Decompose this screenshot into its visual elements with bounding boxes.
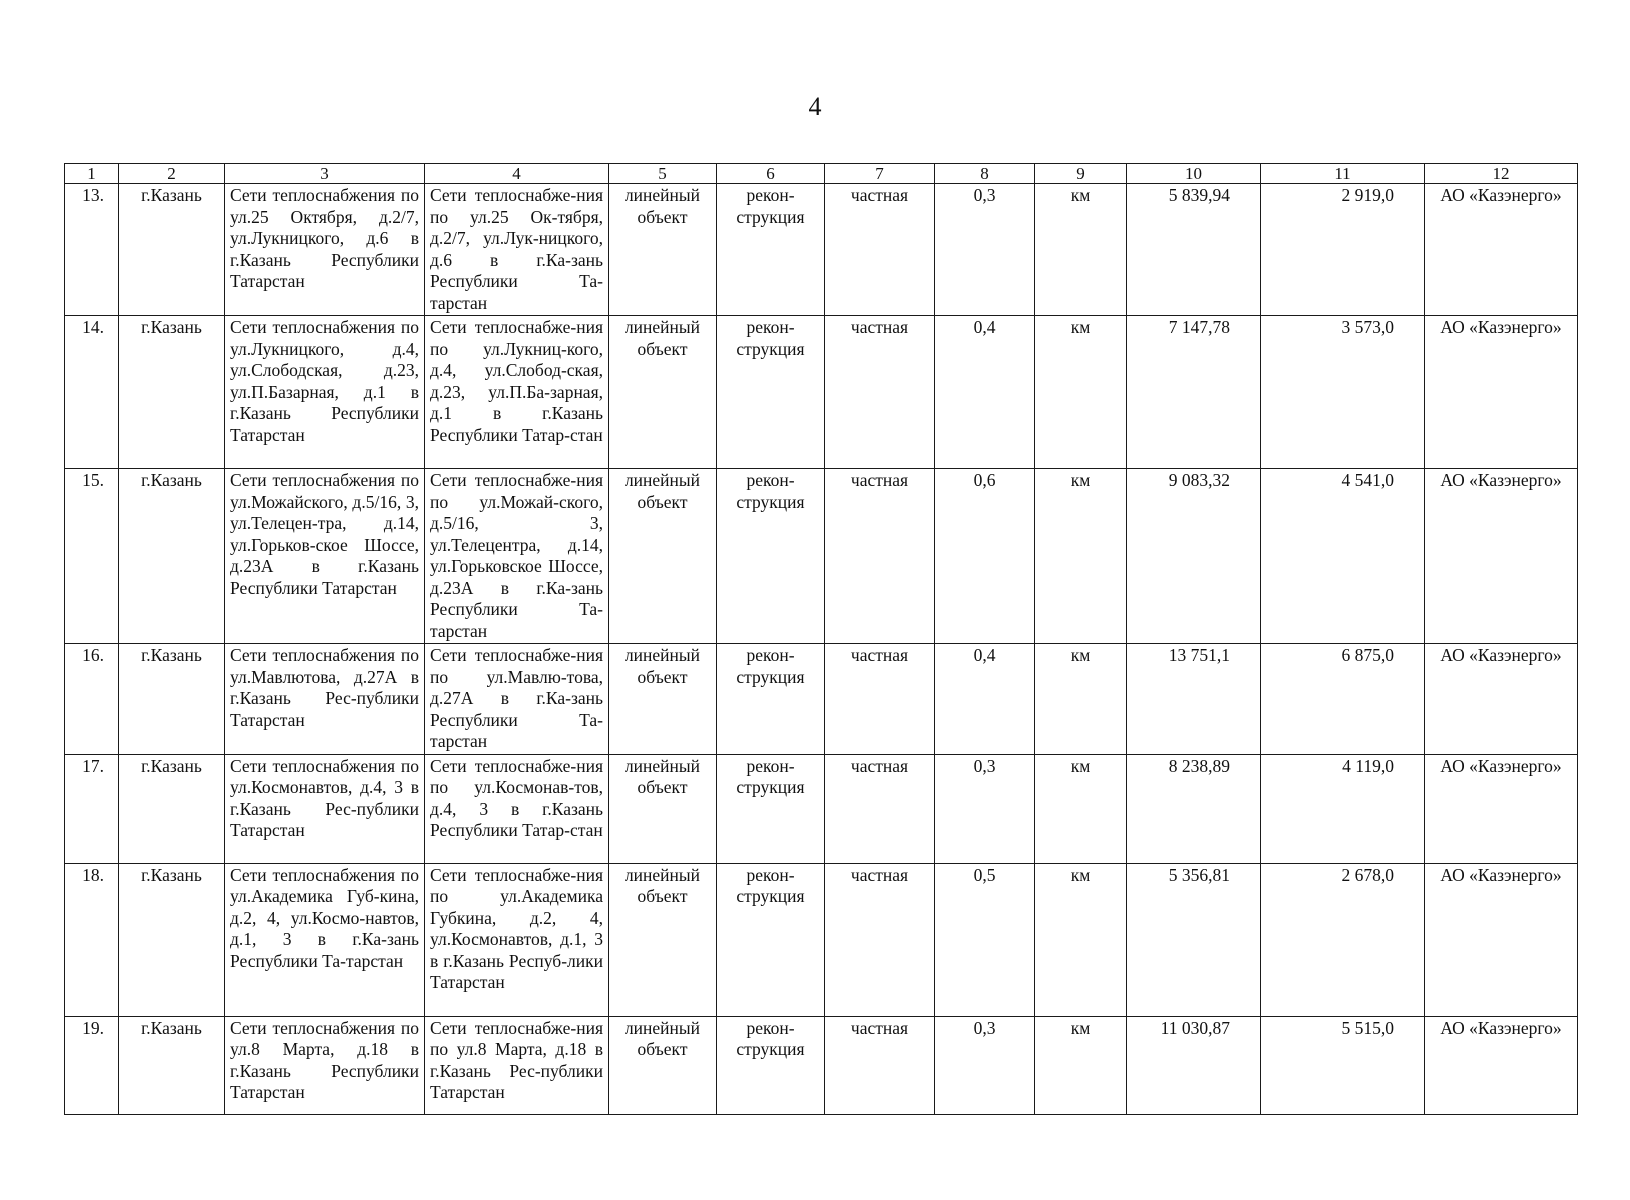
owner-cell: АО «Казэнерго» [1425, 1016, 1578, 1114]
page-number: 4 [808, 92, 822, 121]
row-number: 16. [65, 644, 119, 755]
row-number: 17. [65, 754, 119, 863]
row-number: 18. [65, 863, 119, 1016]
work-type-cell: рекон-струкция [717, 184, 825, 316]
length-cell: 0,3 [935, 1016, 1035, 1114]
city-cell: г.Казань [119, 184, 225, 316]
table-row [65, 316, 1578, 469]
owner-cell: АО «Казэнерго» [1425, 754, 1578, 863]
ownership-cell: частная [825, 754, 935, 863]
object-name-cell: Сети теплоснабжения по ул.Лукницкого, д.4, ул.Слободская, д.23, ул.П.Базарная, д.1 в г.Казань Республики Татарстан [225, 316, 425, 469]
unit-cell: км [1035, 184, 1127, 316]
share-cell: 4 119,0 [1261, 754, 1425, 863]
work-type-cell: рекон-струкция [717, 754, 825, 863]
object-name-cell: Сети теплоснабжения по ул.8 Марта, д.18 в г.Казань Республики Татарстан [225, 1016, 425, 1114]
table-row [65, 863, 1578, 1016]
cost-cell: 7 147,78 [1127, 316, 1261, 469]
projects-table [64, 163, 1578, 1115]
cost-cell: 8 238,89 [1127, 754, 1261, 863]
column-header: 4 [425, 164, 609, 184]
unit-cell: км [1035, 754, 1127, 863]
object-name-cell: Сети теплоснабжения по ул.Космонавтов, д.4, 3 в г.Казань Рес-публики Татарстан [225, 754, 425, 863]
column-header: 5 [609, 164, 717, 184]
object-description-cell: Сети теплоснабже-ния по ул.Можай-ского, д.5/16, 3, ул.Телецентра, д.14, ул.Горьковское Шоссе, д.23А в г.Ка-зань Республики Та-тарстан [425, 469, 609, 644]
city-cell: г.Казань [119, 469, 225, 644]
length-cell: 0,5 [935, 863, 1035, 1016]
object-name-cell: Сети теплоснабжения по ул.Мавлютова, д.27А в г.Казань Рес-публики Татарстан [225, 644, 425, 755]
object-description-cell: Сети теплоснабже-ния по ул.Академика Губкина, д.2, 4, ул.Космонавтов, д.1, 3 в г.Казань Респуб-лики Татарстан [425, 863, 609, 1016]
object-type-cell: линейный объект [609, 184, 717, 316]
unit-cell: км [1035, 863, 1127, 1016]
ownership-cell: частная [825, 469, 935, 644]
column-header: 1 [65, 164, 119, 184]
column-header: 10 [1127, 164, 1261, 184]
city-cell: г.Казань [119, 644, 225, 755]
unit-cell: км [1035, 469, 1127, 644]
row-number: 19. [65, 1016, 119, 1114]
column-header: 8 [935, 164, 1035, 184]
cost-cell: 11 030,87 [1127, 1016, 1261, 1114]
object-name-cell: Сети теплоснабжения по ул.Академика Губ-кина, д.2, 4, ул.Космо-навтов, д.1, 3 в г.Ка-зань Республики Та-тарстан [225, 863, 425, 1016]
column-header: 12 [1425, 164, 1578, 184]
city-cell: г.Казань [119, 863, 225, 1016]
ownership-cell: частная [825, 1016, 935, 1114]
column-header: 11 [1261, 164, 1425, 184]
object-type-cell: линейный объект [609, 754, 717, 863]
object-description-cell: Сети теплоснабже-ния по ул.Космонав-тов, д.4, 3 в г.Казань Республики Татар-стан [425, 754, 609, 863]
table-row [65, 184, 1578, 316]
length-cell: 0,4 [935, 644, 1035, 755]
cost-cell: 9 083,32 [1127, 469, 1261, 644]
header-row [65, 164, 1578, 184]
city-cell: г.Казань [119, 754, 225, 863]
share-cell: 5 515,0 [1261, 1016, 1425, 1114]
share-cell: 3 573,0 [1261, 316, 1425, 469]
length-cell: 0,3 [935, 184, 1035, 316]
object-description-cell: Сети теплоснабже-ния по ул.8 Марта, д.18 в г.Казань Рес-публики Татарстан [425, 1016, 609, 1114]
owner-cell: АО «Казэнерго» [1425, 316, 1578, 469]
column-header: 7 [825, 164, 935, 184]
table-row [65, 644, 1578, 755]
city-cell: г.Казань [119, 316, 225, 469]
cost-cell: 5 356,81 [1127, 863, 1261, 1016]
object-name-cell: Сети теплоснабжения по ул.Можайского, д.5/16, 3, ул.Телецен-тра, д.14, ул.Горьков-ское Шоссе, д.23А в г.Казань Республики Татарстан [225, 469, 425, 644]
length-cell: 0,6 [935, 469, 1035, 644]
column-header: 2 [119, 164, 225, 184]
length-cell: 0,3 [935, 754, 1035, 863]
share-cell: 6 875,0 [1261, 644, 1425, 755]
row-number: 13. [65, 184, 119, 316]
object-type-cell: линейный объект [609, 316, 717, 469]
object-description-cell: Сети теплоснабже-ния по ул.25 Ок-тября, д.2/7, ул.Лук-ницкого, д.6 в г.Ка-зань Республики Та-тарстан [425, 184, 609, 316]
row-number: 15. [65, 469, 119, 644]
column-header: 3 [225, 164, 425, 184]
owner-cell: АО «Казэнерго» [1425, 863, 1578, 1016]
unit-cell: км [1035, 644, 1127, 755]
ownership-cell: частная [825, 644, 935, 755]
object-type-cell: линейный объект [609, 1016, 717, 1114]
row-number: 14. [65, 316, 119, 469]
object-name-cell: Сети теплоснабжения по ул.25 Октября, д.2/7, ул.Лукницкого, д.6 в г.Казань Республики Татарстан [225, 184, 425, 316]
cost-cell: 13 751,1 [1127, 644, 1261, 755]
cost-cell: 5 839,94 [1127, 184, 1261, 316]
share-cell: 4 541,0 [1261, 469, 1425, 644]
owner-cell: АО «Казэнерго» [1425, 184, 1578, 316]
share-cell: 2 919,0 [1261, 184, 1425, 316]
object-type-cell: линейный объект [609, 863, 717, 1016]
owner-cell: АО «Казэнерго» [1425, 469, 1578, 644]
ownership-cell: частная [825, 316, 935, 469]
city-cell: г.Казань [119, 1016, 225, 1114]
object-type-cell: линейный объект [609, 644, 717, 755]
work-type-cell: рекон-струкция [717, 644, 825, 755]
work-type-cell: рекон-струкция [717, 863, 825, 1016]
column-header: 6 [717, 164, 825, 184]
object-description-cell: Сети теплоснабже-ния по ул.Мавлю-това, д.27А в г.Ка-зань Республики Та-тарстан [425, 644, 609, 755]
ownership-cell: частная [825, 863, 935, 1016]
work-type-cell: рекон-струкция [717, 1016, 825, 1114]
table-row [65, 754, 1578, 863]
length-cell: 0,4 [935, 316, 1035, 469]
work-type-cell: рекон-струкция [717, 316, 825, 469]
unit-cell: км [1035, 1016, 1127, 1114]
object-description-cell: Сети теплоснабже-ния по ул.Лукниц-кого, д.4, ул.Слобод-ская, д.23, ул.П.Ба-зарная, д.1 в г.Казань Республики Татар-стан [425, 316, 609, 469]
ownership-cell: частная [825, 184, 935, 316]
column-header: 9 [1035, 164, 1127, 184]
unit-cell: км [1035, 316, 1127, 469]
work-type-cell: рекон-струкция [717, 469, 825, 644]
table-row [65, 1016, 1578, 1114]
table-row [65, 469, 1578, 644]
owner-cell: АО «Казэнерго» [1425, 644, 1578, 755]
share-cell: 2 678,0 [1261, 863, 1425, 1016]
object-type-cell: линейный объект [609, 469, 717, 644]
